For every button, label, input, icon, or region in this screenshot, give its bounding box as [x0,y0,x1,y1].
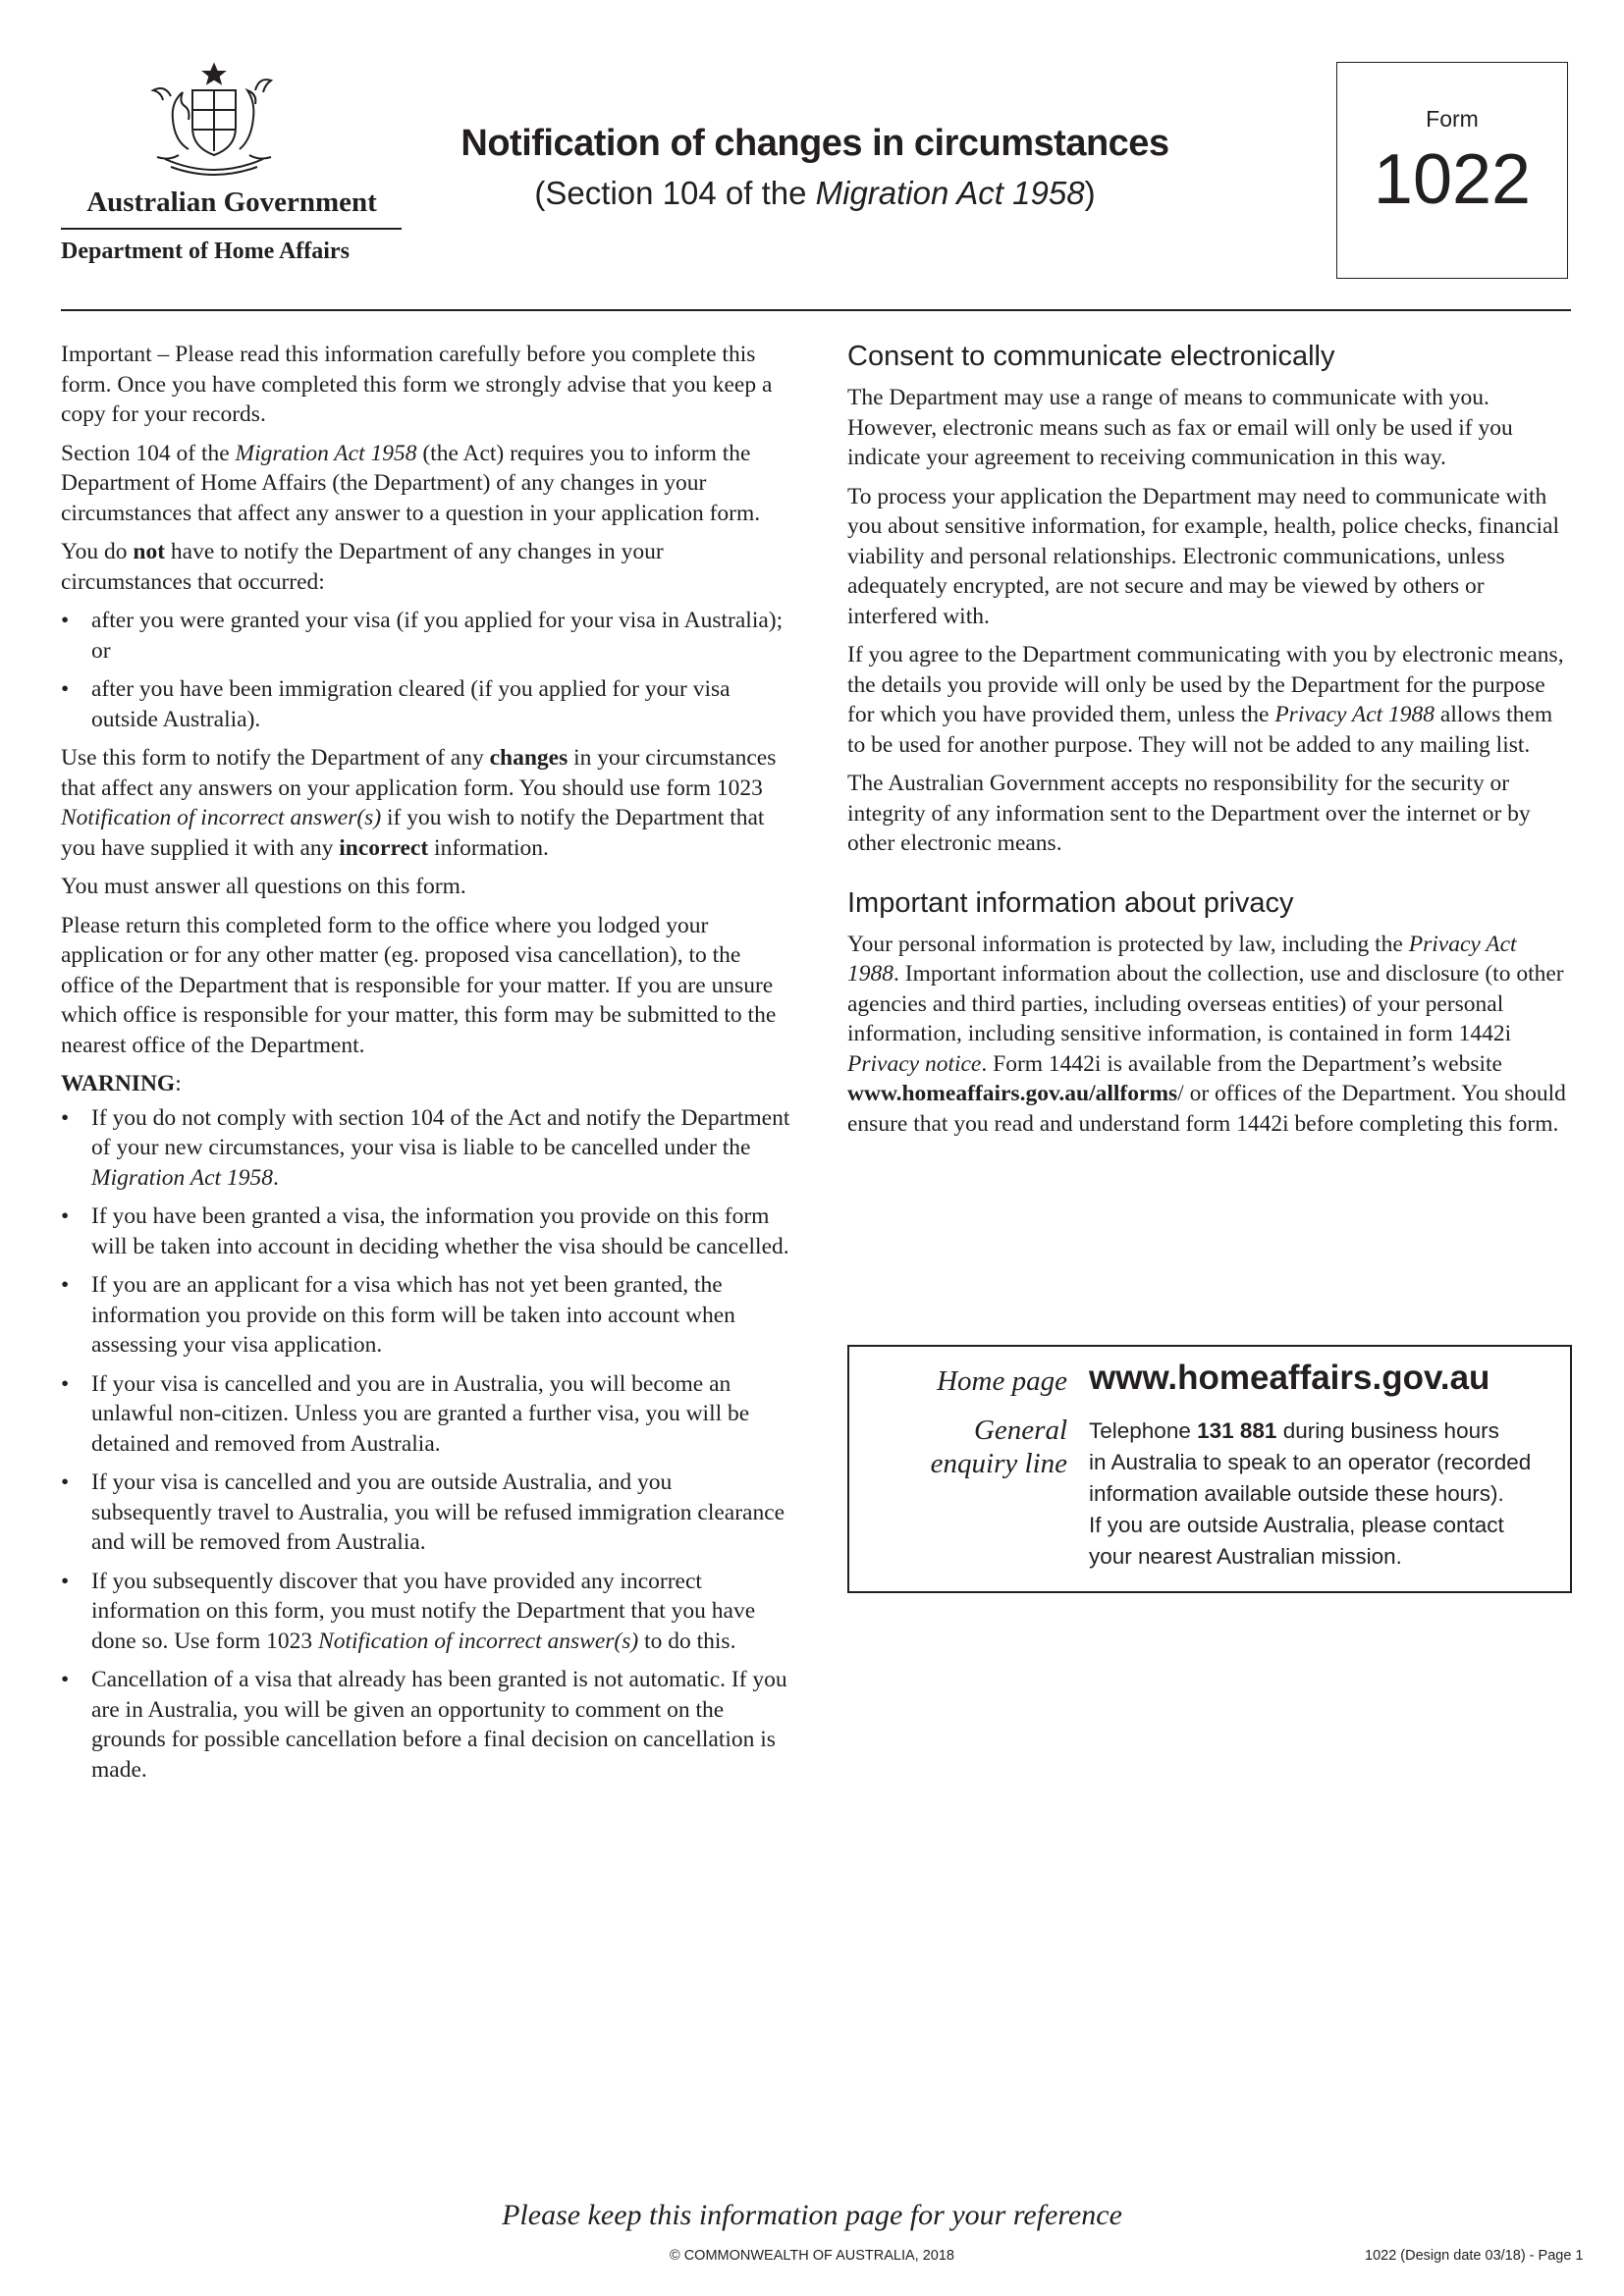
header-rule [61,309,1571,311]
page-info: 1022 (Design date 03/18) - Page 1 [1365,2248,1584,2264]
consent-paragraph-1: The Department may use a range of means to communicate with you. However, electronic means such as fax or email will only be used if you indicate your agreement to receiving communication in this way. [847,385,1513,470]
consent-paragraph-4: The Australian Government accepts no responsibility for the security or integrity of any information sent to the Department over the internet or by other electronic means. [847,771,1531,856]
home-page-label: Home page [937,1365,1067,1397]
not-notify-list [61,606,792,734]
section-104-paragraph: Section 104 of the Migration Act 1958 (the Act) requires you to inform the Department of Home Affairs (the Department) of any changes in your circumstances that affect any answer to a question in your application form. [61,440,761,526]
important-paragraph: Important – Please read this information carefully before you complete this form. Once you have completed this form we strongly advise that you keep a copy for your records. [61,342,773,427]
privacy-heading: Important information about privacy [847,886,1294,919]
copyright: © COMMONWEALTH OF AUSTRALIA, 2018 [670,2248,954,2264]
enquiry-text: Telephone 131 881 during business hours in Australia to speak to an operator (recorded information available outside these hours). If you are outside Australia, please contact your nearest Australian mission. [1089,1418,1532,1569]
use-form-paragraph: Use this form to notify the Department of any changes in your circumstances that affect any answers on your application form. You should use form 1023 Notification of incorrect answer(s) if you wish to notify the Department that you have supplied it with any incorrect information. [61,745,777,861]
enquiry-label: General enquiry line [930,1415,1067,1479]
coat-of-arms-logo [145,61,283,184]
list-item: • If you are an applicant for a visa which has not yet been granted, the information you provide on this form will be taken into account when assessing your visa application. [61,1270,792,1361]
reference-note: Please keep this information page for your reference [502,2199,1122,2231]
answer-all-paragraph: You must answer all questions on this form. [61,874,466,899]
form-subtitle: (Section 104 of the Migration Act 1958) [534,175,1096,211]
form-number-box [1336,62,1568,279]
header-divider [61,228,402,230]
left-column [61,340,792,1793]
department-name: Department of Home Affairs [61,239,350,264]
consent-heading: Consent to communicate electronically [847,341,1335,372]
list-item: • Cancellation of a visa that already has been granted is not automatic. If you are in Australia, you will be given an opportunity to comment on the grounds for possible cancellation before a final decision on cancellation is made. [61,1665,792,1785]
home-page-link[interactable]: www.homeaffairs.gov.au [1089,1359,1490,1397]
privacy-paragraph: Your personal information is protected by law, including the Privacy Act 1988. Important information about the collection, use and disclosure (to other agencies and third parties, including overseas entities) of your personal information, including sensitive information, is contained in form 1442i Privacy notice. Form 1442i is available from the Department’s website www.homeaffairs.gov.au/allforms/ or offices of the Department. You should ensure that you read and understand form 1442i before completing this form. [847,931,1566,1137]
government-name: Australian Government [86,187,377,218]
warning-heading: WARNING: [61,1071,182,1096]
form-title: Notification of changes in circumstances [460,123,1169,164]
right-column [847,340,1574,1148]
list-item: • after you were granted your visa (if you applied for your visa in Australia); or [61,606,792,666]
consent-paragraph-3: If you agree to the Department communicating with you by electronic means, the details you provide will only be used by the Department for the purpose for which you have provided them, unless the Privacy Act 1988 allows them to be used for another purpose. They will not be added to any mailing list. [847,642,1564,758]
contact-box [847,1345,1572,1593]
list-item: • after you have been immigration cleared (if you applied for your visa outside Australia). [61,674,792,734]
list-item: • If you subsequently discover that you have provided any incorrect information on this form, you must notify the Department that you have done so. Use form 1023 Notification of incorrect answer(s) to do this. [61,1567,792,1657]
form-number: 1022 [1373,140,1532,219]
warning-list [61,1103,792,1786]
phone-number[interactable]: 131 881 [1197,1418,1277,1443]
list-item: • If you have been granted a visa, the information you provide on this form will be taken into account in deciding whether the visa should be cancelled. [61,1201,792,1261]
not-notify-paragraph: You do not have to notify the Department of any changes in your circumstances that occurred: [61,539,664,595]
return-form-paragraph: Please return this completed form to the office where you lodged your application or for any other matter (eg. proposed visa cancellation), to the office of the Department that is responsible for your matter. If you are unsure which office is responsible for your matter, this form may be submitted to the nearest office of the Department. [61,912,777,1058]
list-item: • If you do not comply with section 104 of the Act and notify the Department of your new circumstances, your visa is liable to be cancelled under the Migration Act 1958. [61,1103,792,1194]
list-item: • If your visa is cancelled and you are in Australia, you will become an unlawful non-citizen. Unless you are granted a further visa, you will be detained and removed from Australia. [61,1369,792,1460]
form-label: Form [1426,106,1479,132]
consent-paragraph-2: To process your application the Department may need to communicate with you about sensitive information, for example, health, police checks, financial viability and personal relationships. Electronic communications, unless adequately encrypted, are not secure and may be viewed by others or interfered with. [847,483,1560,629]
allforms-link[interactable]: www.homeaffairs.gov.au/allforms [847,1081,1178,1106]
list-item: • If your visa is cancelled and you are outside Australia, and you subsequently travel to Australia, you will be refused immigration clearance and will be removed from Australia. [61,1468,792,1558]
